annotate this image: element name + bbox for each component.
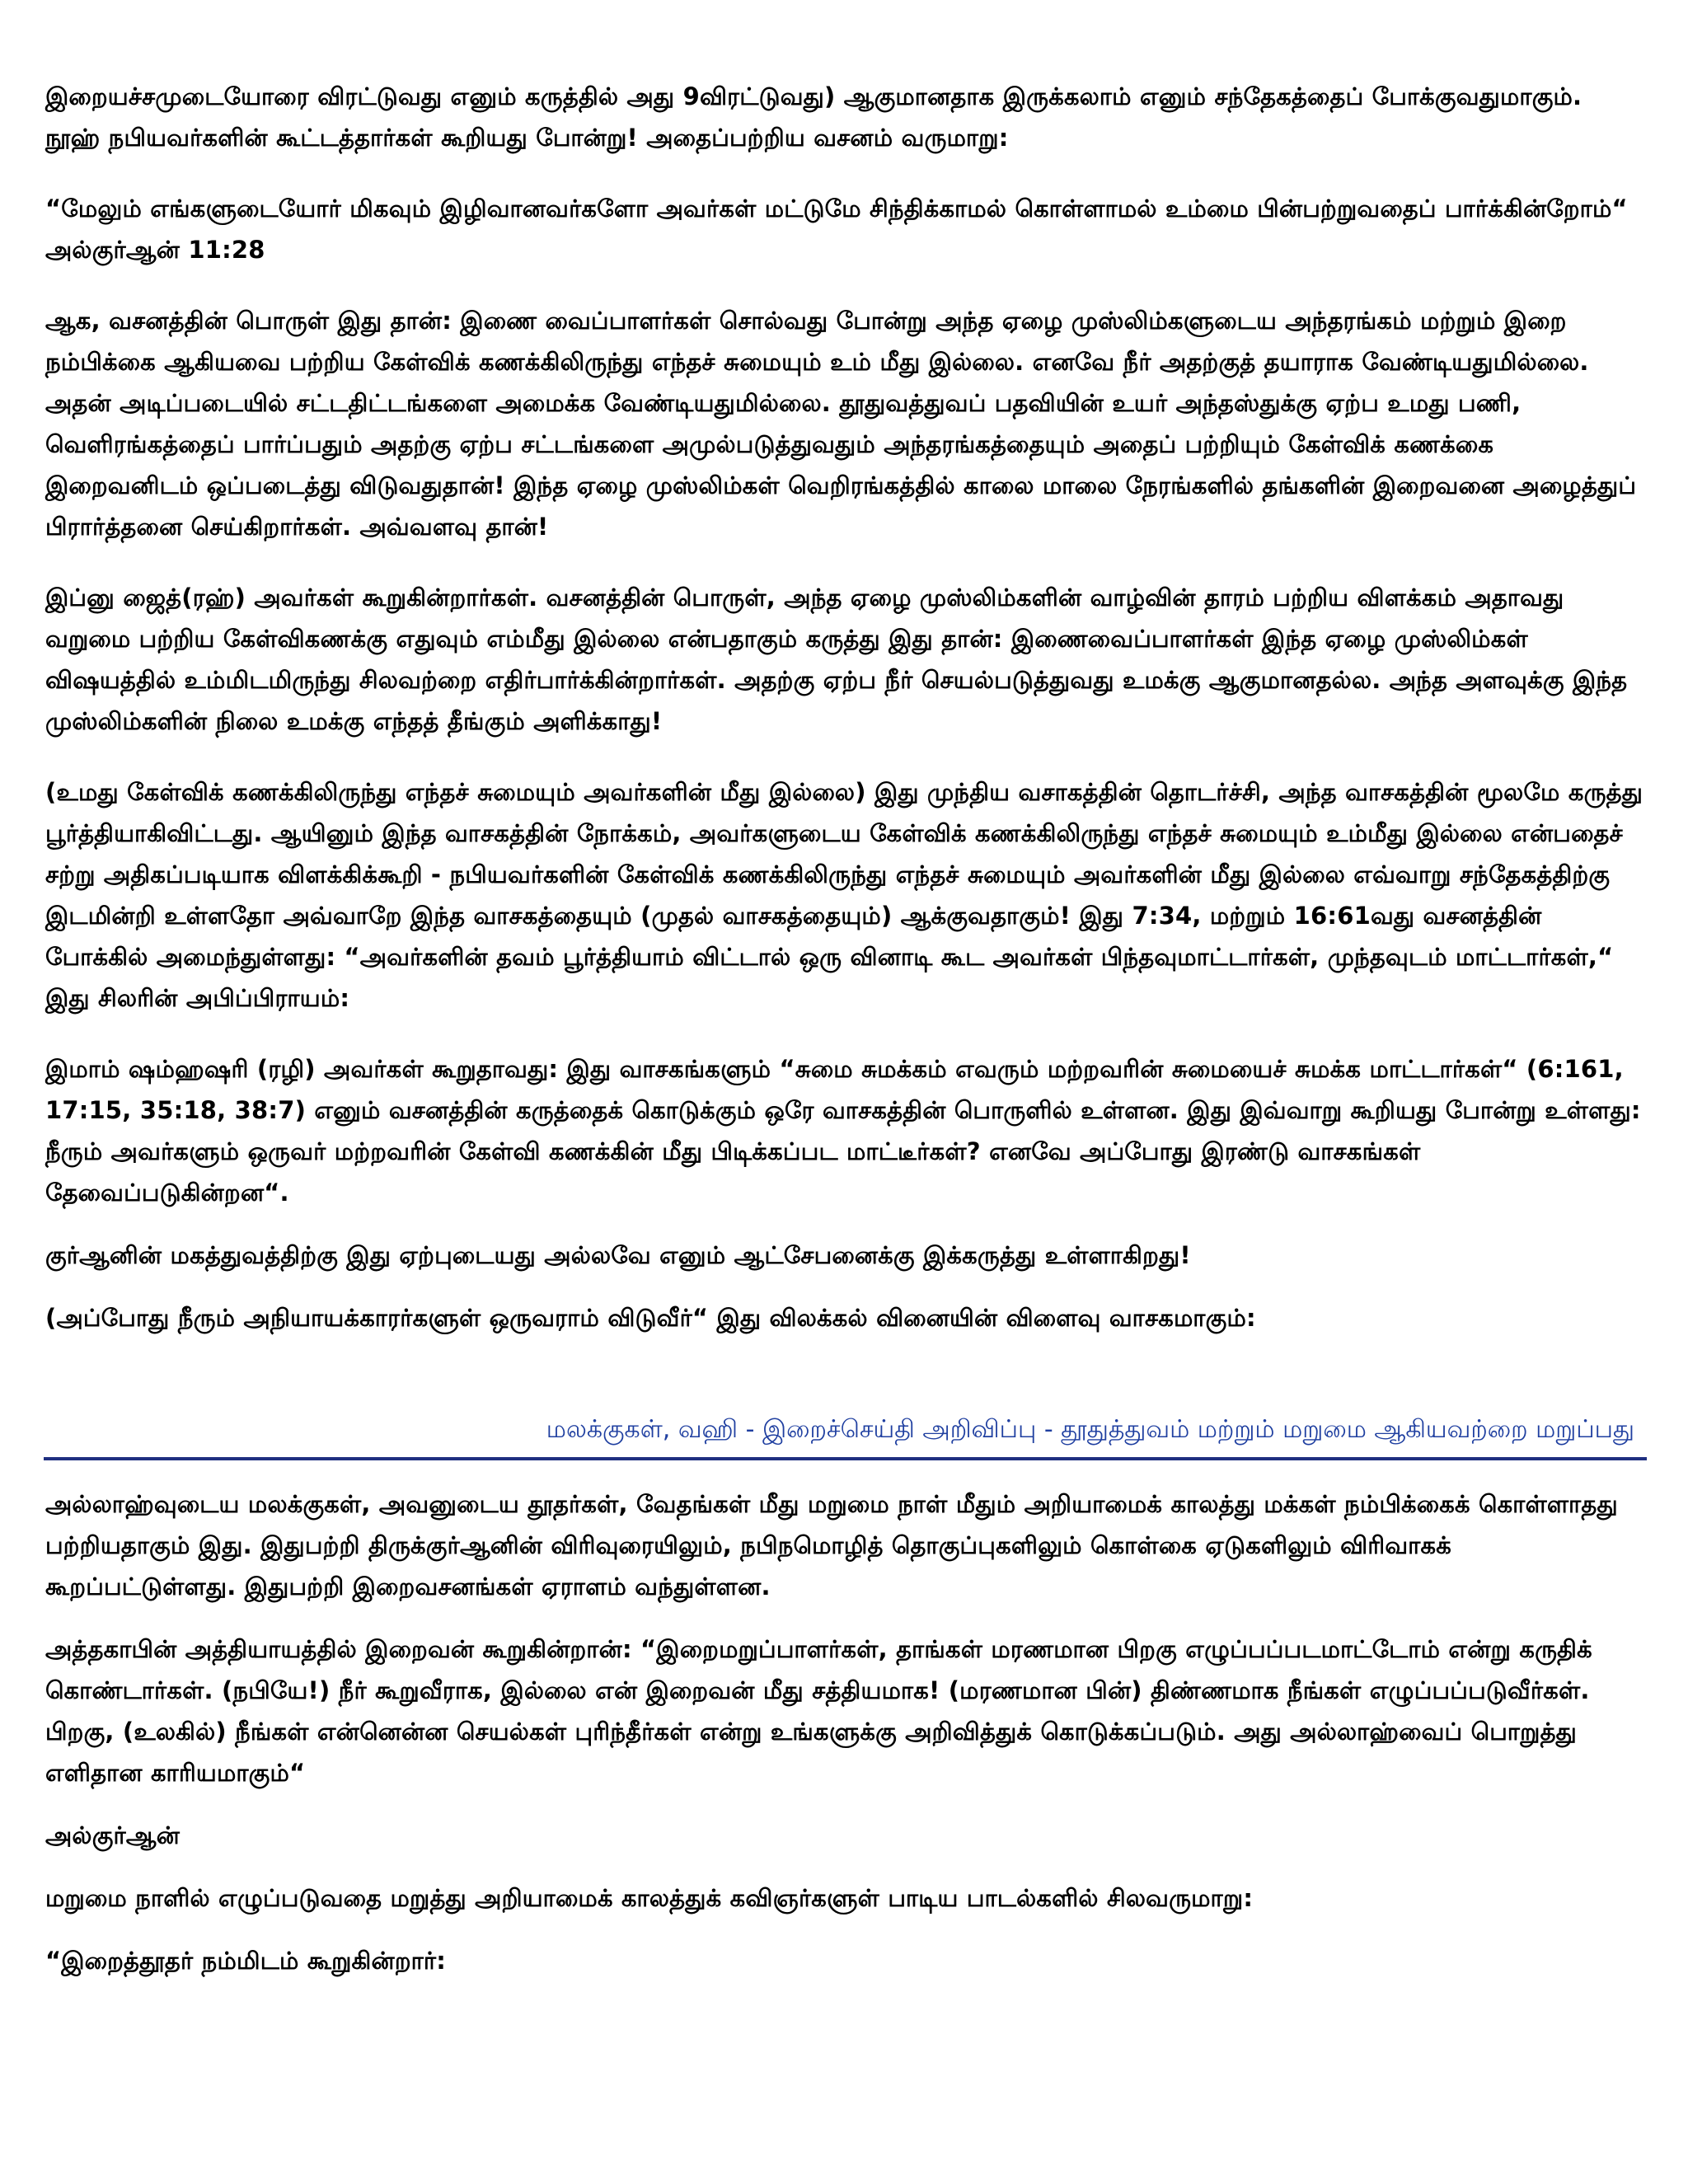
paragraph-wrongdoers: (அப்போது நீரும் அநியாயக்காரர்களுள் ஒருவராம் விடுவீர்“ இது விலக்கல் வினையின் விளைவு வாசகமாகும்: xyxy=(45,1304,1256,1332)
quote-11-28: “மேலும் எங்களுடையோர் மிகவும் இழிவானவர்களோ அவர்கள் மட்டுமே சிந்திக்காமல் கொள்ளாமல் உம்மை பின்பற்றுவதைப் பார்க்கின்றோம்“ அல்குர்ஆன் 11:28 xyxy=(45,194,1628,264)
section-heading: மலக்குகள், வஹி - இறைச்செய்தி அறிவிப்பு - தூதுத்துவம் மற்றும் மறுமை ஆகியவற்றை மறுப்பது xyxy=(546,1415,1634,1444)
paragraph-ibn-zaid: இப்னு ஜைத்(ரஹ்) அவர்கள் கூறுகின்றார்கள். வசனத்தின் பொருள், அந்த ஏழை முஸ்லிம்களின் வாழ்வின் தாரம் பற்றிய விளக்கம் அதாவது வறுமை பற்றிய கேள்விகணக்கு எதுவும் எம்மீது இல்லை என்பதாகும் கருத்து இது தான்: இணைவைப்பாளர்கள் இந்த ஏழை முஸ்லிம்கள் விஷயத்தில் உம்மிடமிருந்து சிலவற்றை எதிர்பார்க்கின்றார்கள். அதற்கு ஏற்ப நீர் செயல்படுத்துவது உமக்கு ஆகுமானதல்ல. அந்த அளவுக்கு இந்த முஸ்லிம்களின் நிலை உமக்கு எந்தத் தீங்கும் அளிக்காது! xyxy=(45,583,1628,735)
paragraph-disbelief: அல்லாஹ்வுடைய மலக்குகள், அவனுடைய தூதர்கள், வேதங்கள் மீது மறுமை நாள் மீதும் அறியாமைக் காலத்து மக்கள் நம்பிக்கைக் கொள்ளாதது பற்றியதாகும் இது. இதுபற்றி திருக்குர்ஆனின் விரிவுரையிலும், நபிநமொழித் தொகுப்புகளிலும் கொள்கை ஏடுகளிலும் விரிவாகக் கூறப்பட்டுள்ளது. இதுபற்றி இறைவசனங்கள் ஏராளம் வந்துள்ளன. xyxy=(45,1490,1618,1601)
paragraph-verse-meaning: ஆக, வசனத்தின் பொருள் இது தான்: இணை வைப்பாளர்கள் சொல்வது போன்று அந்த ஏழை முஸ்லிம்களுடைய அந்தரங்கம் மற்றும் இறை நம்பிக்கை ஆகியவை பற்றிய கேள்விக் கணக்கிலிருந்து எந்தச் சுமையும் உம் மீது இல்லை. எனவே நீர் அதற்குத் தயாராக வேண்டியதுமில்லை. அதன் அடிப்படையில் சட்டதிட்டங்களை அமைக்க வேண்டியதுமில்லை. தூதுவத்துவப் பதவியின் உயர் அந்தஸ்துக்கு ஏற்ப உமது பணி, வெளிரங்கத்தைப் பார்ப்பதும் அதற்கு ஏற்ப சட்டங்களை அமுல்படுத்துவதும் அந்தரங்கத்தையும் அதைப் பற்றியும் கேள்விக் கணக்கை இறைவனிடம் ஒப்படைத்து விடுவதுதான்! இந்த ஏழை முஸ்லிம்கள் வெறிரங்கத்தில் காலை மாலை நேரங்களில் தங்களின் இறைவனை அழைத்துப் பிரார்த்தனை செய்கிறார்கள். அவ்வளவு தான்! xyxy=(45,307,1637,541)
paragraph-continuation: (உமது கேள்விக் கணக்கிலிருந்து எந்தச் சுமையும் அவர்களின் மீது இல்லை) இது முந்திய வசாகத்தின் தொடர்ச்சி, அந்த வாசகத்தின் மூலமே கருத்து பூர்த்தியாகிவிட்டது. ஆயினும் இந்த வாசகத்தின் நோக்கம், அவர்களுடைய கேள்விக் கணக்கிலிருந்து எந்தச் சுமையும் உம்மீது இல்லை என்பதைச் சற்று அதிகப்படியாக விளக்கிக்கூறி - நபியவர்களின் கேள்விக் கணக்கிலிருந்து எந்தச் சுமையும் அவர்களின் மீது இல்லை எவ்வாறு சந்தேகத்திற்கு இடமின்றி உள்ளதோ அவ்வாறே இந்த வாசகத்தையும் (முதல் வாசகத்தையும்) ஆக்குவதாகும்! இது 7:34, மற்றும் 16:61வது வசனத்தின் போக்கில் அமைந்துள்ளது: “அவர்களின் தவம் பூர்த்தியாம் விட்டால் ஒரு வினாடி கூட அவர்கள் பிந்தவுமாட்டார்கள், முந்தவுடம் மாட்டார்கள்,“ இது சிலரின் அபிப்பிராயம்: xyxy=(45,778,1643,1012)
section-divider xyxy=(44,1457,1647,1460)
paragraph-intro: இறையச்சமுடையோரை விரட்டுவது எனும் கருத்தில் அது 9விரட்டுவது) ஆகுமானதாக இருக்கலாம் எனும் சந்தேகத்தைப் போக்குவதுமாகும். நூஹ் நபியவர்களின் கூட்டத்தார்கள் கூறியது போன்று! அதைப்பற்றிய வசனம் வருமாறு: xyxy=(45,82,1582,152)
paragraph-objection: குர்ஆனின் மகத்துவத்திற்கு இது ஏற்புடையது அல்லவே எனும் ஆட்சேபனைக்கு இக்கருத்து உள்ளாகிறது! xyxy=(45,1241,1191,1269)
paragraph-messenger-quote: “இறைத்தூதர் நம்மிடம் கூறுகின்றார்: xyxy=(45,1947,447,1975)
paragraph-taghabun: அத்தகாபின் அத்தியாயத்தில் இறைவன் கூறுகின்றான்: “இறைமறுப்பாளர்கள், தாங்கள் மரணமான பிறகு எழுப்பப்படமாட்டோம் என்று கருதிக் கொண்டார்கள். (நபியே!) நீர் கூறுவீராக, இல்லை என் இறைவன் மீது சத்தியமாக! (மரணமான பின்) திண்ணமாக நீங்கள் எழுப்பப்படுவீர்கள். பிறகு, (உலகில்) நீங்கள் என்னென்ன செயல்கள் புரிந்தீர்கள் என்று உங்களுக்கு அறிவித்துக் கொடுக்கப்படும். அது அல்லாஹ்வைப் பொறுத்து எளிதான காரியமாகும்“ xyxy=(45,1635,1592,1787)
paragraph-poets: மறுமை நாளில் எழுப்படுவதை மறுத்து அறியாமைக் காலத்துக் கவிஞர்களுள் பாடிய பாடல்களில் சிலவருமாறு: xyxy=(45,1884,1254,1912)
section-header xyxy=(45,1409,1644,1460)
document-page xyxy=(45,76,1644,2003)
citation-quran: அல்குர்ஆன் xyxy=(45,1821,181,1849)
paragraph-zamakhshari: இமாம் ஷம்ஹஷரி (ரழி) அவர்கள் கூறுதாவது: இது வாசகங்களும் “சுமை சுமக்கம் எவரும் மற்றவரின் சுமையைச் சுமக்க மாட்டார்கள்“ (6:161, 17:15, 35:18, 38:7) எனும் வசனத்தின் கருத்தைக் கொடுக்கும் ஒரே வாசகத்தின் பொருளில் உள்ளன. இது இவ்வாறு கூறியது போன்று உள்ளது: நீரும் அவர்களும் ஒருவர் மற்றவரின் கேள்வி கணக்கின் மீது பிடிக்கப்பட மாட்டீர்கள்? எனவே அப்போது இரண்டு வாசகங்கள் தேவைப்படுகின்றன“. xyxy=(45,1055,1641,1207)
